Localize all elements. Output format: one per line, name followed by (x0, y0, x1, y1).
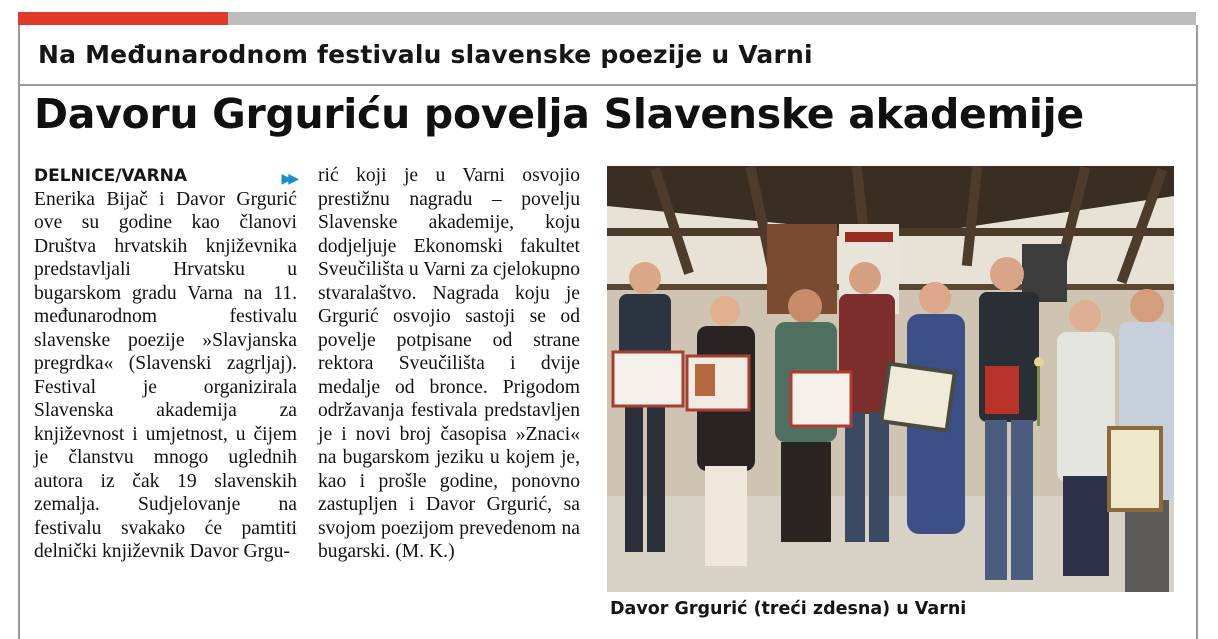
top-accent-stripe (18, 12, 228, 25)
photo-caption: Davor Grgurić (treći zdesna) u Varni (610, 599, 967, 619)
top-color-bar (18, 12, 1196, 25)
column-2-text: rić koji je u Varni osvojio prestižnu nagradu – povelju Slavenske akademije, koju dodjeljuje Ekonomski fakultet Sveučilišta u Varni za cjelokupno stvaralaštvo. Nagrada koju je Grgurić osvojio sastoji se od povelje potpisane od strane rektora Sveučilišta i dvije medalje od bronce. Prigodom održavanja festivala predstavljen je i novi broj časopisa »Znaci« na bugarskom jeziku u kojem je, kao i prošle godine, ponovno zastupljen i Davor Grgurić, sa svojom poezijom prevedenom na bugarski. (M. K.) (318, 165, 580, 562)
column-1-text: Enerika Bijač i Davor Grgurić ove su godine kao članovi Društva hrvatskih književnika predstavljali Hrvatsku u bugarskom gradu Varna na 11. međunarodnom festivalu slavenske poezije »Slavjanska pregrdka« (Slavenski zagrljaj). Festival je organizirala Slavenska akademija za književnost i umjetnost, u čijem je članstvu mnogo uglednih autora iz čak 19 slavenskih zemalja. Sudjelovanje na festivalu svakako će pamtiti delnički književnik Davor Grgu- (34, 188, 297, 562)
kicker-divider (20, 84, 1196, 86)
article-kicker: Na Međunarodnom festivalu slavenske poezije u Varni (38, 40, 813, 69)
dateline: DELNICE/VARNA (34, 166, 188, 186)
article-headline: Davoru Grguriću povelja Slavenske akademije (34, 90, 1084, 138)
dateline-row (34, 164, 297, 188)
double-arrow-icon: ▶▶ (281, 172, 295, 187)
article-photo (607, 166, 1174, 592)
article-column-1 (34, 164, 297, 564)
article-column-2 (318, 164, 580, 564)
